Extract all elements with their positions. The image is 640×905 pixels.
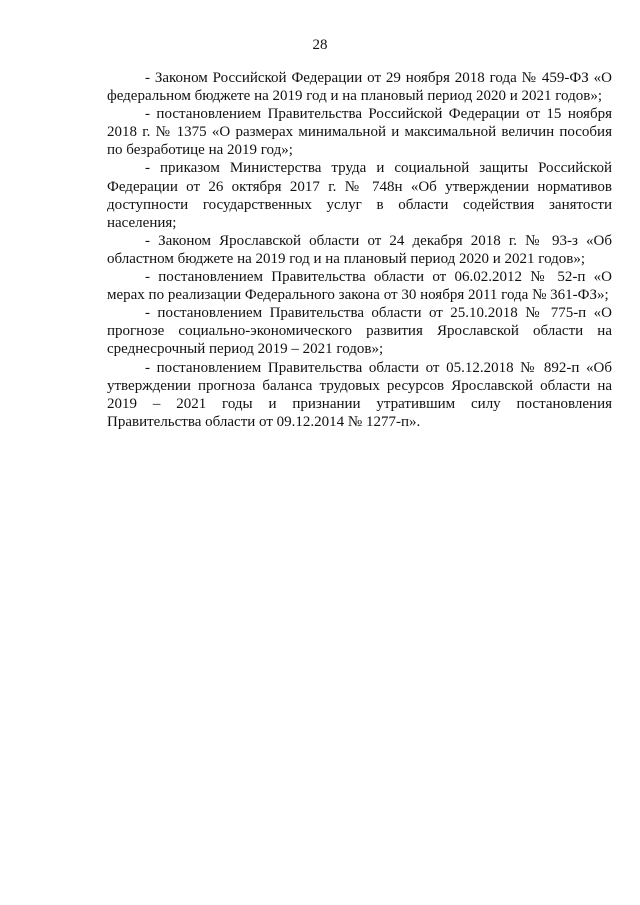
list-item-resolution-892p: - постановлением Правительства области от 05.12.2018 № 892-п «Об утверждении прогноза баланса трудовых ресурсов Ярославской области на 2019 – 2021 годы и признании утратившим силу постановления Правительства области от 09.12.2014 № 1277-п».: [107, 359, 612, 430]
list-item-ministry-labor-order: - приказом Министерства труда и социальной защиты Российской Федерации от 26 октября 2017 г. № 748н «Об утверждении нормативов доступности государственных услуг в области содействия занятости населения;: [107, 160, 612, 231]
list-item-unemployment-benefit-resolution: - постановлением Правительства Российской Федерации от 15 ноября 2018 г. № 1375 «О размерах минимальной и максимальной величин пособия по безработице на 2019 год»;: [107, 106, 612, 159]
page-number: 28: [312, 37, 328, 53]
list-item-federal-budget-law: - Законом Российской Федерации от 29 ноября 2018 года № 459-ФЗ «О федеральном бюджете на 2019 год и на плановый период 2020 и 2021 годов»;: [107, 70, 612, 105]
legal-basis-list: [107, 69, 612, 431]
list-item-resolution-775p: - постановлением Правительства области от 25.10.2018 № 775-п «О прогнозе социально-экономического развития Ярославской области на среднесрочный период 2019 – 2021 годов»;: [107, 305, 612, 358]
list-item-yaroslavl-budget-law: - Законом Ярославской области от 24 декабря 2018 г. № 93-з «Об областном бюджете на 2019 год и на плановый период 2020 и 2021 годов»;: [107, 232, 612, 267]
list-item-resolution-52p: - постановлением Правительства области от 06.02.2012 № 52-п «О мерах по реализации Федерального закона от 30 ноября 2011 года № 361-ФЗ»;: [107, 269, 612, 304]
